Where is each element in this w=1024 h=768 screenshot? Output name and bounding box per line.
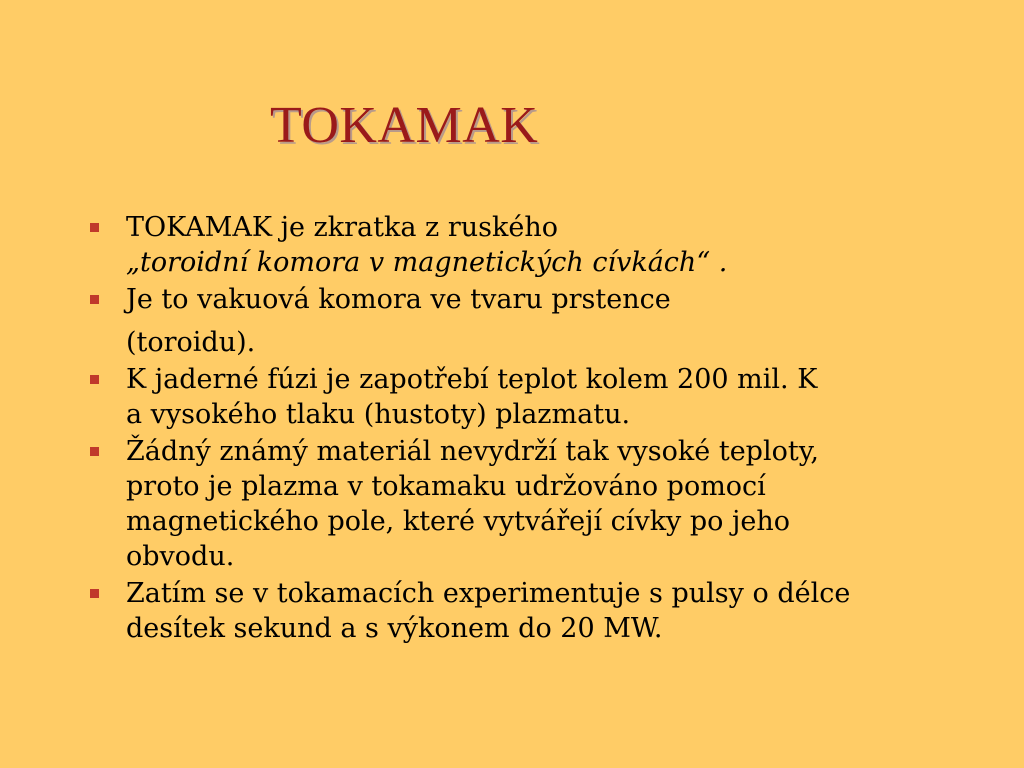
- bullet-text-line: Je to vakuová komora ve tvaru prstence: [126, 284, 671, 315]
- bullet-text-line: K jaderné fúzi je zapotřebí teplot kolem 200 mil. K: [126, 364, 818, 395]
- square-bullet-icon: [90, 295, 99, 304]
- bullet-text-line: magnetického pole, které vytvářejí cívky po jeho: [126, 506, 791, 537]
- square-bullet-icon: [90, 375, 99, 384]
- bullet-item: [88, 362, 988, 432]
- bullet-text-line: Zatím se v tokamacích experimentuje s pulsy o délce: [126, 578, 851, 609]
- square-bullet-icon: [90, 223, 99, 232]
- bullet-item: [88, 434, 988, 574]
- bullet-text-line: desítek sekund a s výkonem do 20 MW.: [126, 613, 663, 644]
- bullet-text-line: „toroidní komora v magnetických cívkách“ .: [126, 247, 728, 278]
- bullet-text-line: Žádný známý materiál nevydrží tak vysoké teploty,: [126, 436, 819, 467]
- bullet-text-line: proto je plazma v tokamaku udržováno pomocí: [126, 471, 766, 502]
- bullet-item: [88, 282, 988, 360]
- bullet-text-line: obvodu.: [126, 541, 235, 572]
- slide-title: TOKAMAK: [270, 97, 539, 154]
- bullet-text-line: TOKAMAK je zkratka z ruského: [126, 212, 558, 243]
- square-bullet-icon: [90, 447, 99, 456]
- square-bullet-icon: [90, 589, 99, 598]
- bullet-list: [88, 210, 988, 648]
- bullet-text-line: a vysokého tlaku (hustoty) plazmatu.: [126, 399, 631, 430]
- bullet-item: [88, 576, 988, 646]
- bullet-text-line: (toroidu).: [126, 327, 256, 358]
- bullet-item: [88, 210, 988, 280]
